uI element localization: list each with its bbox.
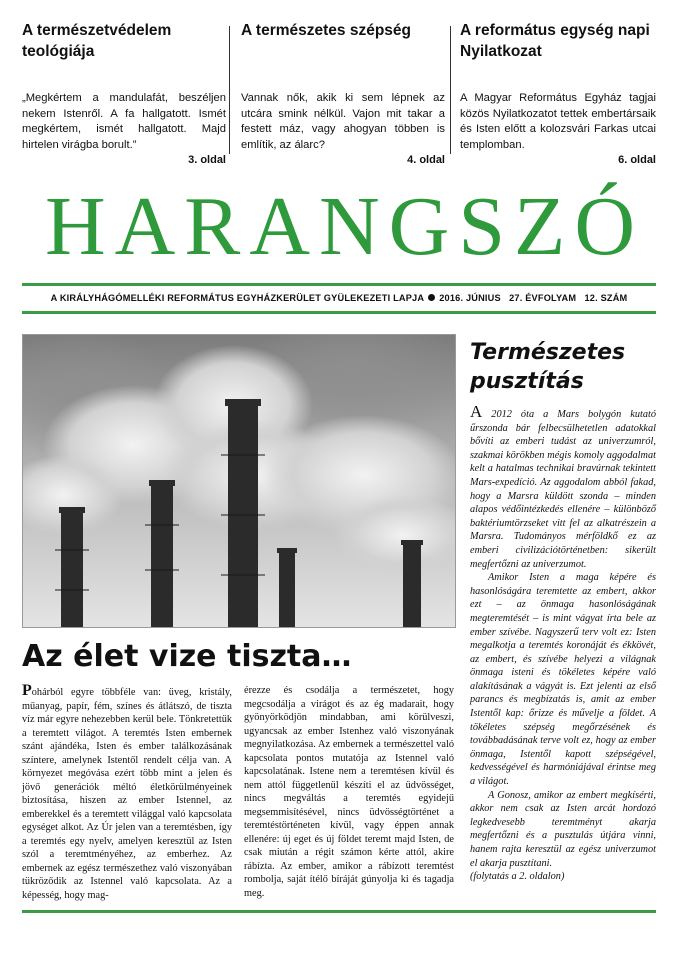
teaser-page-ref[interactable]: 4. oldal (407, 154, 445, 167)
teaser-title[interactable]: A természetes szépség (241, 22, 412, 39)
teaser-text: A Magyar Református Egyház tagjai közös Nyilatkozatot tettek embertársaik és Isten előtt a kolozsvári Farkas utcai templomban. (460, 92, 656, 151)
teaser-2[interactable] (241, 20, 445, 166)
teaser-1[interactable] (22, 20, 226, 166)
teaser-divider (450, 26, 451, 154)
main-headline[interactable]: Az élet vize tiszta… (22, 639, 352, 674)
teaser-divider (229, 26, 230, 154)
masthead-logo: HARANGSZÓ (44, 180, 645, 273)
main-article-column-2 (244, 684, 454, 900)
publication-name: A KIRÁLYHÁGÓMELLÉKI REFORMÁTUS EGYHÁZKERÜLET GYÜLEKEZETI LAPJA (50, 293, 425, 303)
teaser-text: „Megkértem a mandulafát, beszéljen nekem Istenről. A fa hallgatott. Ismét megkértem, ismét hallgatott. Majd hirtelen virágba borult.” (22, 92, 226, 151)
footer-rule (22, 910, 656, 913)
teaser-text: Vannak nők, akik ki sem lépnek az utcára smink nélkül. Vajon mit takar a festett máz, vagy ahogyan többen is említik, az álarc? (241, 92, 445, 151)
dropcap: A (470, 402, 483, 421)
issue-number: 12. SZÁM (584, 293, 628, 303)
side-article-body (470, 402, 656, 884)
smokestacks-photo (22, 334, 456, 628)
side-article-title[interactable]: Természetes pusztítás (470, 340, 626, 394)
masthead-rule-bottom (22, 311, 656, 314)
teaser-title[interactable]: A református egység napi Nyilatkozat (460, 22, 650, 60)
continued-link[interactable]: (folytatás a 2. oldalon) (470, 871, 565, 883)
main-article-column-1 (22, 684, 232, 902)
teaser-page-ref[interactable]: 3. oldal (188, 154, 226, 167)
bullet-icon (428, 294, 435, 301)
volume: 27. ÉVFOLYAM (509, 293, 577, 303)
teaser-3[interactable] (460, 20, 656, 166)
main-article-text-1: ohárból egyre többféle van: üveg, kristály, műanyag, papír, fém, színes és átlátszó, de tiszta víz már egyre nehezebben kerül bele. Tönkretettük a teremtett világot. A teremtés Isten embernek szánt ajándéka, Isten és ember találkozásának színtere, amelynek Istentől rendelt célja van. A környezet megóvása ezért több mint a jelen és jövő generációk méltó életkörülményeinek biztosítása, hiszen az ember Istennel, az emberekkel és a teremtett világgal való kapcsolata egységet alkot. Az Úr jelen van a teremtésben, így a teremtés egy nyelv, amelyen keresztül az Isten szól a teremtményéhez, az emberhez. Az embernek az egész természethez való viszonyában tükröződik az Istennel való kapcsolata. Az a képesség, hogy mag- (22, 687, 232, 901)
teaser-page-ref[interactable]: 6. oldal (618, 154, 656, 167)
side-paragraph-1: 2012 óta a Mars bolygón kutató űrszonda bár felbecsülhetetlen adatokkal bővíti az emberi tudást az univerzumról, szakmai körökben mégis komoly aggodalmat kelt a hatalmas technikai bravúrnak tekintett Mars-expedíció. Az aggodalom abból fakad, hogy a Marsra küldött szonda – minden alapos védőintézkedés ellenére – különböző baktériumtörzseket vitt fel az alkatrészein a Marsra. Tudományos mérföldkő ez az emberi civilizációtörténetben: sikerült megfertőzni az univerzumot. (470, 409, 656, 570)
side-paragraph-2: Amikor Isten a maga képére és hasonlóságára teremtette az embert, akkor ezt – az önmaga hasonlóságának megteremtését – is mint vágyat írta bele az ember szívébe. Nagyszerű terv volt ez: Isten megalkotja a teremtés koronáját és ékkövét, az embert, és szívébe helyezi a világnak önmaga isteni és tökéletes képére való alakításának a vágyát is. Ezt jelenti az első parancs és megbízatás is, amit az ember Istentől kap: őrizze és művelje a földet. A tökéletes szépség megőrzésének és továbbadásának terve volt ez, hogy az ember önmaga, Istentől kapott szépségével, kedvességével és harmóniájával érintse meg a világot. (470, 572, 656, 788)
publication-info (22, 293, 656, 303)
main-article-text-2: érezze és csodálja a természetet, hogy megcsodálja a virágot és az ég madarait, hogy gyönyörködjön mindabban, ami körülveszi, ugyancsak az ember Istenhez való viszonyának megnyilatkozása. Az embernek a természettel való kapcsolata pontos mutatója az Istennel való kapcsolatának. Istene nem a teremtésen kívül és nem attól függetlenül készíti el az üdvösséget, nincs megváltás a teremtés egyidejű megsemmisítésével, nincs üdvösségtörténet a teremtéstörténeten kívül, vagy éppen annak ellenére: új eget és új földet teremt majd Isten, de csak miután a régit számon kérte attól, akire rábízta. Az ember, amikor a rábízott teremtést rombolja, saját ítélő bíráját gúnyolja ki és tagadja meg. (244, 685, 454, 899)
masthead-rule-top (22, 283, 656, 286)
dropcap: P (22, 682, 32, 699)
issue-date: 2016. JÚNIUS (439, 293, 501, 303)
teaser-title[interactable]: A természetvédelem teológiája (22, 22, 172, 60)
side-paragraph-3: A Gonosz, amikor az embert megkísérti, akkor nem csak az Isten arcát hordozó legkedvesebb teremtményt akarja megfertőzni és a pusztulás útjára vinni, hanem rajta keresztül az egész univerzumot el akarja pusztítani. (470, 789, 656, 869)
